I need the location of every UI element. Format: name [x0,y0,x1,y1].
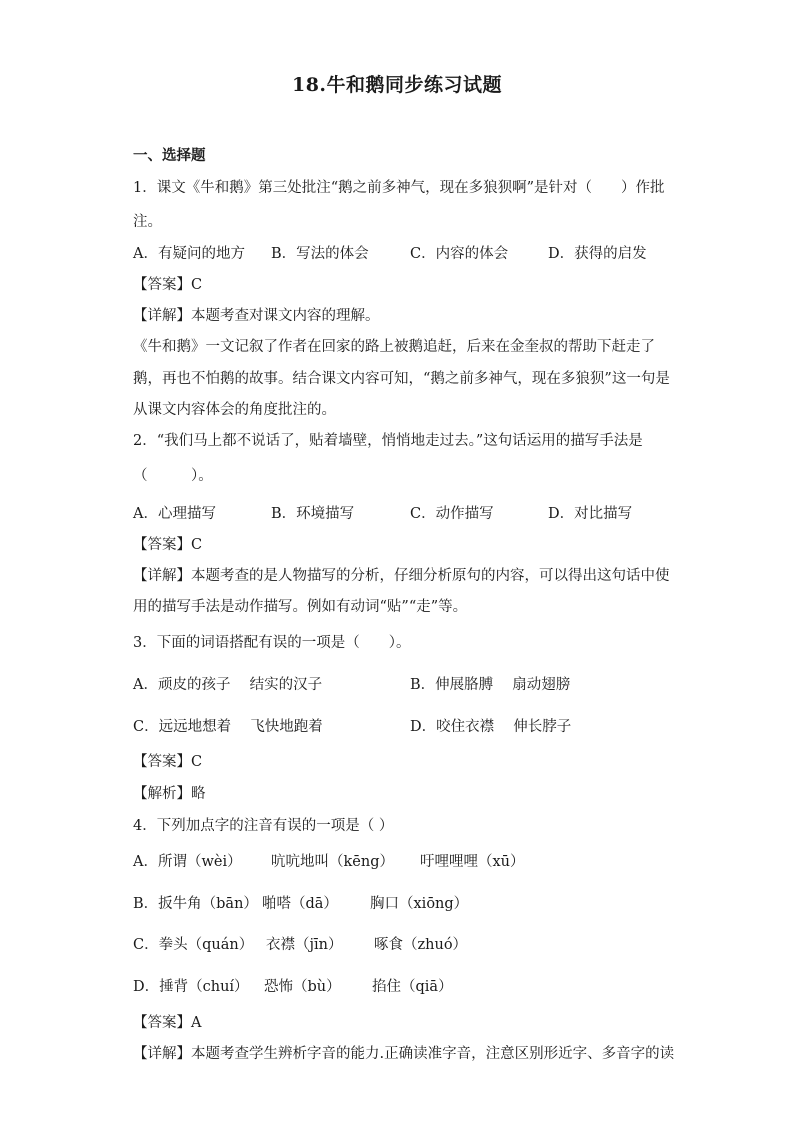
q2-explanation-line1: 【详解】本题考查的是人物描写的分析，仔细分析原句的内容，可以得出这句话中使 [133,568,670,584]
q3-analysis: 【解析】略 [133,786,206,802]
q1-explanation-line3: 从课文内容体会的角度批注的。 [133,402,336,418]
q1-explanation-line2: 鹅，再也不怕鹅的故事。结合课文内容可知，“鹅之前多神气，现在多狼狈”这一句是 [133,371,670,387]
q1-answer: 【答案】C [133,277,203,293]
q4-option-b-1: B．扳牛角（bān） [133,896,258,912]
q1-option-d: D．获得的启发 [548,246,647,262]
q4-option-b-2: 啪嗒（dā） [262,896,338,912]
q4-option-c-1: C．拳头（quán） [133,937,254,953]
q1-option-c: C．内容的体会 [410,246,509,262]
section-heading: 一、选择题 [133,147,206,164]
q3-option-d: D．咬住衣襟 伸长脖子 [410,719,572,735]
q4-option-a-2: 吭吭地叫（kēng） [271,854,394,870]
q2-stem-line1: 2．“我们马上都不说话了，贴着墙壁，悄悄地走过去。”这句话运用的描写手法是 [133,433,643,449]
q4-stem: 4．下列加点字的注音有误的一项是（ ） [133,818,394,834]
q4-option-d-3: 掐住（qiā） [372,979,453,995]
q4-option-d-1: D．捶背（chuí） [133,979,249,995]
q2-option-a: A．心理描写 [133,506,216,522]
q1-stem-line2: 注。 [133,214,162,230]
q1-explanation-line1: 《牛和鹅》一文记叙了作者在回家的路上被鹅追赶，后来在金奎叔的帮助下赶走了 [133,339,655,355]
q2-option-c: C．动作描写 [410,506,494,522]
q3-option-a: A．顽皮的孩子 结实的汉子 [133,677,323,693]
q3-stem: 3．下面的词语搭配有误的一项是（ ）。 [133,635,411,651]
q2-option-d: D．对比描写 [548,506,633,522]
q1-option-a: A．有疑问的地方 [133,246,245,262]
q1-option-b: B．写法的体会 [271,246,369,262]
q4-answer: 【答案】A [133,1015,202,1031]
q4-option-c-2: 衣襟（jīn） [266,937,343,953]
q4-option-a-1: A．所谓（wèi） [133,854,242,870]
q1-detail: 【详解】本题考查对课文内容的理解。 [133,308,380,324]
q3-answer: 【答案】C [133,754,203,770]
q4-option-b-3: 胸口（xiōng） [370,896,469,912]
q3-option-c: C．远远地想着 飞快地跑着 [133,719,323,735]
page-title: 18.牛和鹅同步练习试题 [291,74,503,96]
q3-option-b: B．伸展胳膊 扇动翅膀 [410,677,571,693]
q4-option-d-2: 恐怖（bù） [264,979,341,995]
q2-answer: 【答案】C [133,537,203,553]
q2-explanation-line2: 用的描写手法是动作描写。例如有动词“贴”“走”等。 [133,599,468,615]
q2-option-b: B．环境描写 [271,506,355,522]
q1-stem-line1: 1．课文《牛和鹅》第三处批注“鹅之前多神气，现在多狼狈啊”是针对（ ）作批 [133,180,665,196]
q4-option-a-3: 吁哩哩哩（xū） [420,854,525,870]
q2-stem-line2: （ ）。 [133,468,213,484]
q4-explanation-line1: 【详解】本题考查学生辨析字音的能力.正确读准字音，注意区别形近字、多音字的读 [133,1046,675,1062]
q4-option-c-3: 啄食（zhuó） [374,937,468,953]
